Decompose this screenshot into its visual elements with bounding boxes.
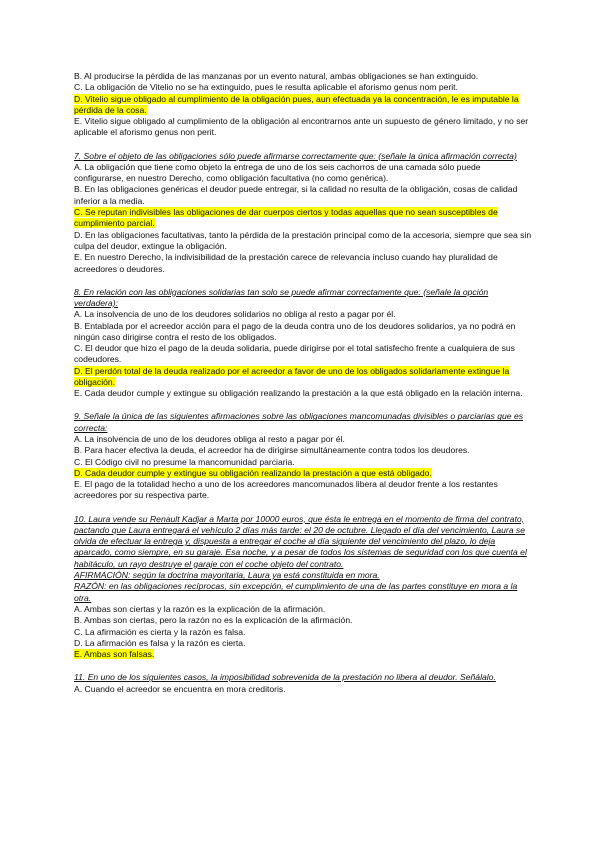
q6-options — [74, 71, 532, 139]
q10-option-d: D. La afirmación es falsa y la razón es cierta. — [74, 637, 246, 648]
highlighted-answer: D. El perdón total de la deuda realizado por el acreedor a favor de uno de los obligados solidariamente extingue la obligación. — [74, 365, 510, 388]
question-10 — [74, 514, 532, 661]
question-9-stem: 9. Señale la única de las siguientes afirmaciones sobre las obligaciones mancomunadas divisibles o parciarias que es correcta: — [74, 411, 524, 433]
question-11-stem: 11. En uno de los siguientes casos, la imposibilidad sobrevenida de la prestación no libera al deudor. Señálalo. — [74, 672, 496, 683]
q7-option-c — [74, 207, 532, 230]
q6-option-d — [74, 94, 532, 117]
q7-option-d: D. En las obligaciones facultativas, tanto la pérdida de la prestación principal como de la accesoria, siempre que sea sin culpa del deudor, extingue la obligación. — [74, 229, 532, 251]
q6-option-c: C. La obligación de Vitelio no se ha extinguido, pues le resulta aplicable el aforismo genus nom perit. — [74, 82, 458, 93]
question-8 — [74, 287, 532, 400]
q10-option-c: C. La afirmación es cierta y la razón es falsa. — [74, 626, 246, 637]
q9-option-d — [74, 468, 532, 479]
question-10-stem: 10. Laura vende su Renault Kadjar a Marta por 10000 euros, que ésta le entrega en el momento de firma del contrato, pactando que Laura entregará el vehículo 2 días más tarde: el 20 de octubre. Llegado el día del vencimiento, Laura se olvida de efectuar la entrega y, dispuesta a entregar el coche al día siguiente del vencimiento del plazo, lo deja aparcado, como siempre, en su garaje. Esa noche, y a pesar de todos los sistemas de seguridad con los que cuenta el habitáculo, un rayo destruye el garaje con el coche objeto del contrato. — [74, 513, 527, 569]
question-10-affirmation: AFIRMACIÓN: según la doctrina mayoritaria, Laura ya está constituida en mora. — [74, 570, 380, 581]
question-8-stem: 8. En relación con las obligaciones solidarias tan solo se puede afirmar correctamente que: (señale la opción verdadera): — [74, 286, 489, 308]
document-content — [74, 71, 532, 695]
highlighted-answer: D. Vitelio sigue obligado al cumplimiento de la obligación pues, aun efectuada ya la concentración, le es imputable la pérdida de la cosa. — [74, 93, 519, 115]
highlighted-answer: E. Ambas son falsas. — [74, 649, 155, 660]
q11-option-a: A. Cuando el acreedor se encuentra en mora creditoris. — [74, 683, 286, 694]
question-10-reason: RAZÓN: en las obligaciones recíprocas, sin excepción, el cumplimiento de una de las partes constituye en mora a la otra. — [74, 581, 518, 603]
q8-option-d — [74, 366, 532, 389]
highlighted-answer: D. Cada deudor cumple y extingue su obligación realizando la prestación a que está obligado. — [74, 467, 432, 478]
q7-option-b: B. En las obligaciones genéricas el deudor puede entregar, si la calidad no resulta de la obligación, cosas de calidad inferior a la media. — [74, 184, 518, 206]
highlighted-answer: C. Se reputan indivisibles las obligaciones de dar cuerpos ciertos y todas aquellas que no sean susceptibles de cumplimiento parcial. — [74, 207, 498, 229]
q10-option-a: A. Ambas son ciertas y la razón es la explicación de la afirmación. — [74, 603, 326, 614]
q8-option-b: B. Entablada por el acreedor acción para el pago de la deuda contra uno de los deudores solidarios, ya no podrá en ningún caso dirigirse contra el resto de los obligados. — [74, 320, 516, 342]
q8-option-a: A. La insolvencia de uno de los deudores solidarios no obliga al resto a pagar por él. — [74, 309, 396, 320]
question-7-stem: 7. Sobre el objeto de las obligaciones sólo puede afirmarse correctamente que: (señale la única afirmación correcta) — [74, 150, 517, 161]
q8-option-c: C. El deudor que hizo el pago de la deuda solidaria, puede dirigirse por el total satisfecho frente a cualquiera de sus codeudores. — [74, 343, 515, 365]
q9-option-c: C. El Código civil no presume la mancomunidad parciaria. — [74, 456, 295, 467]
q7-option-a: A. La obligación que tiene como objeto la entrega de uno de los seis cachorros de una camada sólo puede configurarse, en nuestro Derecho, como obligación facultativa (no como genérica). — [74, 161, 481, 184]
q7-option-e: E. En nuestro Derecho, la indivisibilidad de la prestación carece de relevancia incluso cuando hay pluralidad de acreedores o deudores. — [74, 252, 498, 274]
q9-option-e: E. El pago de la totalidad hecho a uno de los acreedores mancomunados libera al deudor frente a los restantes acreedores por su respectiva parte. — [74, 479, 498, 501]
q10-option-e — [74, 649, 532, 660]
q10-option-b: B. Ambas son ciertas, pero la razón no es la explicación de la afirmación. — [74, 615, 353, 626]
question-11 — [74, 672, 532, 695]
q6-option-e: E. Vitelio sigue obligado al cumplimiento de la obligación al encontrarnos ante un supuesto de género limitado, y no ser aplicable el aforismo genus non perit. — [74, 116, 529, 138]
q9-option-a: A. La insolvencia de uno de los deudores obliga al resto a pagar por él. — [74, 434, 345, 444]
question-7 — [74, 151, 532, 275]
question-9 — [74, 411, 532, 501]
q6-option-b: B. Al producirse la pérdida de las manzanas por un evento natural, ambas obligaciones se han extinguido. — [74, 71, 479, 81]
q8-option-e: E. Cada deudor cumple y extingue su obligación realizando la prestación a la que está obligado en la relación interna. — [74, 388, 523, 399]
q9-option-b: B. Para hacer efectiva la deuda, el acreedor ha de dirigirse simultáneamente contra todos los deudores. — [74, 445, 470, 456]
